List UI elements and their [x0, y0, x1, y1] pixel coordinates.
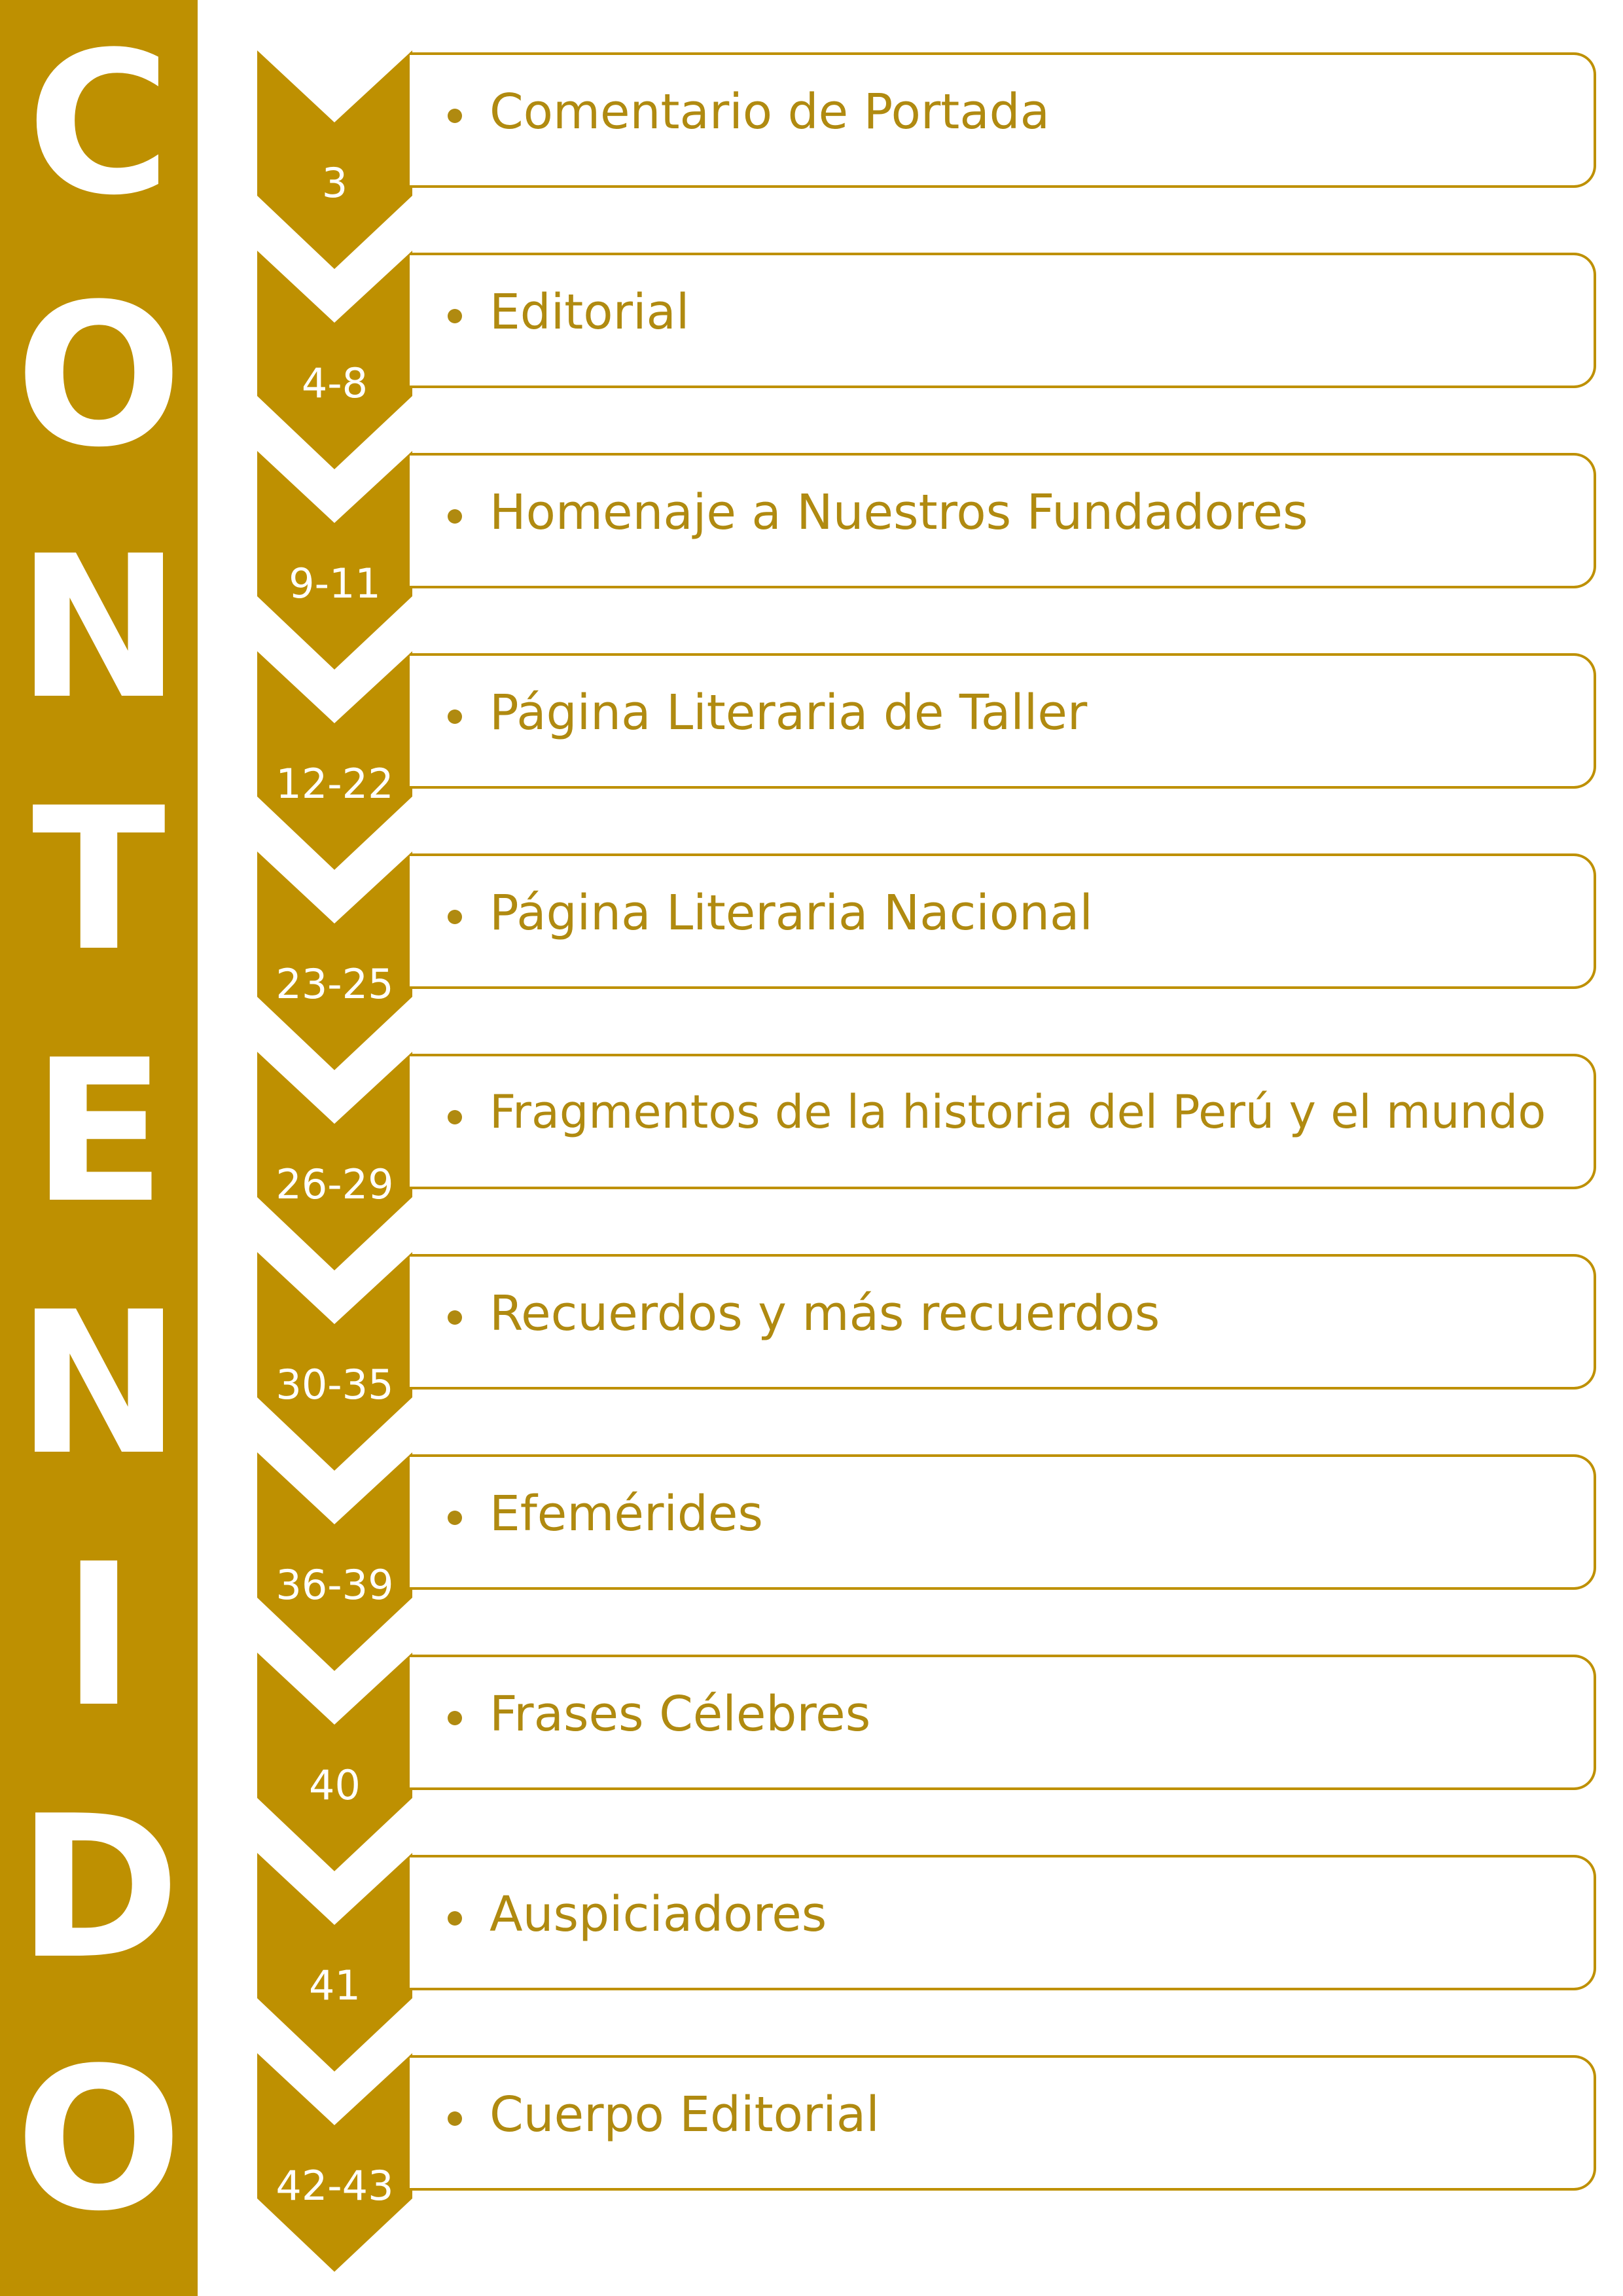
toc-entry-title: Recuerdos y más recuerdos: [490, 1285, 1160, 1342]
toc-entry-box: [410, 653, 1596, 789]
toc-entry-title: Fragmentos de la historia del Perú y el mundo: [490, 1085, 1546, 1139]
side-title-letter: T: [31, 766, 166, 994]
side-title-letter: N: [16, 1270, 181, 1498]
toc-entry[interactable]: [0, 651, 1623, 852]
side-title-letter: E: [31, 1018, 166, 1246]
toc-entry-box: [410, 52, 1596, 188]
toc-entry[interactable]: [0, 852, 1623, 1052]
side-title-letter: N: [16, 514, 181, 742]
toc-entry[interactable]: [0, 2053, 1623, 2253]
toc-page-range: 41: [309, 1962, 361, 2009]
side-title-letter: O: [15, 2026, 183, 2254]
toc-entry-box: [410, 853, 1596, 989]
toc-entry[interactable]: [0, 1252, 1623, 1452]
toc-entry-box: [410, 1054, 1596, 1189]
toc-entry-title: Página Literaria Nacional: [490, 885, 1093, 941]
toc-entry[interactable]: [0, 1452, 1623, 1653]
side-title-letter: D: [17, 1774, 181, 2002]
toc-page-range: 3: [321, 159, 348, 207]
side-title-letter: O: [15, 262, 183, 490]
toc-entry-title: Homenaje a Nuestros Fundadores: [490, 484, 1308, 541]
toc-entry[interactable]: [0, 251, 1623, 451]
toc-entry-box: [410, 1655, 1596, 1790]
toc-page-range: 12-22: [276, 760, 394, 808]
toc-entry-box: [410, 1454, 1596, 1590]
side-title-letter: C: [26, 10, 171, 238]
toc-entry-title: Editorial: [490, 284, 690, 340]
toc-entry-title: Página Literaria de Taller: [490, 685, 1088, 741]
toc-entry[interactable]: [0, 50, 1623, 251]
toc-entry-title: Cuerpo Editorial: [490, 2087, 880, 2143]
toc-page-range: 26-29: [276, 1160, 394, 1208]
toc-entry[interactable]: [0, 1653, 1623, 1853]
toc-page-range: 23-25: [276, 960, 394, 1008]
toc-entry-box: [410, 2055, 1596, 2191]
side-title-letter: I: [62, 1522, 135, 1750]
toc-page-range: 9-11: [289, 560, 381, 607]
toc-page-range: 42-43: [276, 2162, 394, 2210]
toc-page-range: 4-8: [301, 359, 368, 407]
toc-entry[interactable]: [0, 1853, 1623, 2053]
toc-entry-title: Comentario de Portada: [490, 84, 1050, 140]
toc-page-range: 40: [309, 1761, 361, 1809]
toc-entry-box: [410, 1254, 1596, 1390]
toc-entry-title: Frases Célebres: [490, 1686, 871, 1742]
toc-entry-title: Efemérides: [490, 1486, 763, 1542]
toc-page-range: 36-39: [276, 1561, 394, 1609]
toc-page-range: 30-35: [276, 1361, 394, 1408]
toc-entry-box: [410, 1855, 1596, 1990]
toc-entry-title: Auspiciadores: [490, 1886, 827, 1943]
toc-entry[interactable]: [0, 1052, 1623, 1252]
toc-entry-box: [410, 453, 1596, 588]
toc-entry[interactable]: [0, 451, 1623, 651]
toc-entry-box: [410, 253, 1596, 388]
